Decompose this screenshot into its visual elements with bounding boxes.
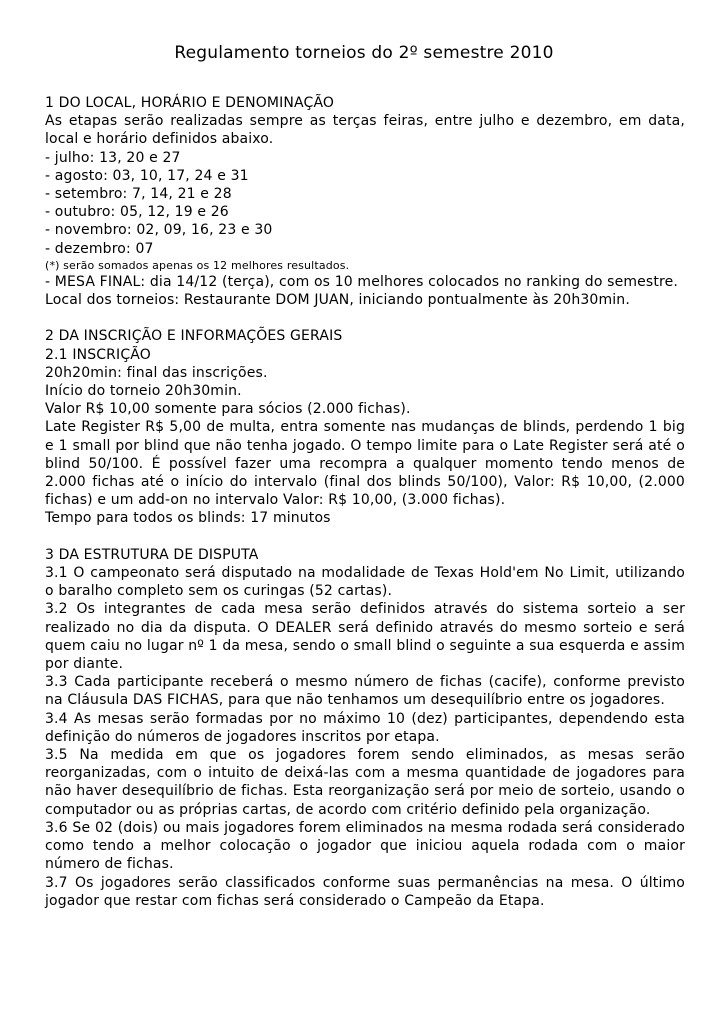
clause-3-4: 3.4 As mesas serão formadas por no máximo 10 (dez) participantes, dependendo esta definição do números de jogadores inscritos por etapa. [45, 710, 685, 745]
blind-time: Tempo para todos os blinds: 17 minutos [45, 510, 331, 527]
section-spacer [45, 309, 685, 327]
date-line-september: - setembro: 7, 14, 21 e 28 [45, 186, 232, 203]
final-table-line: - MESA FINAL: dia 14/12 (terça), com os 10 melhores colocados no ranking do semestre. [45, 273, 678, 290]
date-line-november: - novembro: 02, 09, 16, 23 e 30 [45, 222, 273, 239]
date-line-december: - dezembro: 07 [45, 240, 154, 257]
date-line-july: - julho: 13, 20 e 27 [45, 149, 181, 166]
tournament-start: Início do torneio 20h30min. [45, 383, 242, 400]
section-spacer [45, 528, 685, 546]
results-note: (*) serão somados apenas os 12 melhores resultados. [45, 258, 350, 272]
late-register-paragraph: Late Register R$ 5,00 de multa, entra somente nas mudanças de blinds, perdendo 1 big e 1 small por blind que não tenha jogado. O tempo limite para o Late Register será até o blind 50/100. É possível fazer uma recompra a qualquer momento tendo menos de 2.000 fichas até o início do intervalo (final dos blinds 50/100), Valor: R$ 10,00, (2.000 fichas) e um add-on no intervalo Valor: R$ 10,00, (3.000 fichas). [45, 419, 685, 509]
registration-deadline: 20h20min: final das inscrições. [45, 364, 268, 381]
entry-fee: Valor R$ 10,00 somente para sócios (2.000 fichas). [45, 401, 411, 418]
section-1-heading: 1 DO LOCAL, HORÁRIO E DENOMINAÇÃO [45, 95, 335, 111]
clause-3-2: 3.2 Os integrantes de cada mesa serão definidos através do sistema sorteio a ser realizado no dia da disputa. O DEALER será definido através do mesmo sorteio e será quem caiu no lugar nº 1 da mesa, sendo o small blind o seguinte a sua esquerda e assim por diante. [45, 601, 685, 673]
section-1-intro: As etapas serão realizadas sempre as terças feiras, entre julho e dezembro, em data, local e horário definidos abaixo. [45, 113, 685, 148]
date-line-august: - agosto: 03, 10, 17, 24 e 31 [45, 167, 249, 184]
document-body [45, 94, 685, 910]
clause-3-5: 3.5 Na medida em que os jogadores forem sendo eliminados, as mesas serão reorganizadas, com o intuito de deixá-las com a mesma quantidade de jogadores para não haver desequilíbrio de fichas. Esta reorganização será por meio de sorteio, usando o computador ou as próprias cartas, de acordo com critério definido pela organização. [45, 747, 685, 818]
clause-3-1: 3.1 O campeonato será disputado na modalidade de Texas Hold'em No Limit, utilizando o baralho completo sem os curingas (52 cartas). [45, 565, 685, 600]
clause-3-3: 3.3 Cada participante receberá o mesmo número de fichas (cacife), conforme previsto na Cláusula DAS FICHAS, para que não tenhamos um desequilíbrio entre os jogadores. [45, 674, 685, 709]
date-line-october: - outubro: 05, 12, 19 e 26 [45, 204, 229, 221]
section-2-heading: 2 DA INSCRIÇÃO E INFORMAÇÕES GERAIS [45, 328, 343, 345]
venue-line: Local dos torneios: Restaurante DOM JUAN, iniciando pontualmente às 20h30min. [45, 292, 630, 309]
clause-3-7: 3.7 Os jogadores serão classificados conforme suas permanências na mesa. O último jogador que restar com fichas será considerado o Campeão da Etapa. [45, 874, 685, 909]
page-title: Regulamento torneios do 2º semestre 2010 [174, 43, 554, 63]
section-3-heading: 3 DA ESTRUTURA DE DISPUTA [45, 546, 259, 563]
clause-3-6: 3.6 Se 02 (dois) ou mais jogadores forem eliminados na mesma rodada será considerado como tendo a melhor colocação o jogador que iniciou aquela rodada com o maior número de fichas. [45, 819, 685, 873]
section-2-1-heading: 2.1 INSCRIÇÃO [45, 346, 151, 363]
